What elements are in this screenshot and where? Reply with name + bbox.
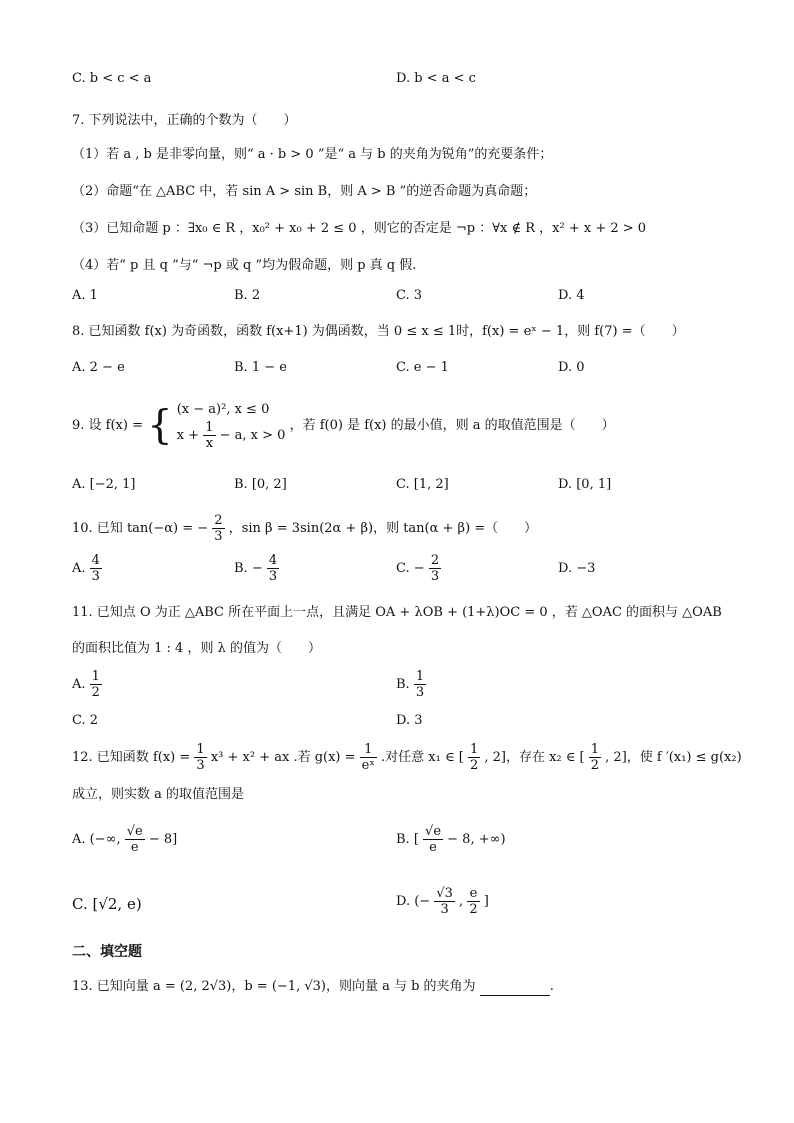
- option-fraction: [90, 553, 102, 584]
- fraction-denominator: 3: [430, 569, 440, 584]
- option-text: B. [: [396, 832, 419, 847]
- q8-option-c: C. e − 1: [396, 360, 449, 375]
- q12-text-b: x³ + x² + ax .若 g(x) =: [210, 750, 356, 765]
- option-label: C.: [396, 561, 410, 576]
- q11-option-c: C. 2: [72, 713, 99, 728]
- option-sign: −: [413, 561, 425, 576]
- q6-option-d: D. b < a < c: [396, 71, 476, 86]
- q7-option-a: A. 1: [72, 288, 98, 303]
- q9-case-2-a: x +: [176, 428, 200, 443]
- q12-option-b: [396, 822, 506, 858]
- fraction-denominator: 3: [440, 902, 449, 917]
- q7-item-2: （2）命题“在 △ABC 中，若 sin A > sin B，则 A > B ”的逆否命题为真命题；: [72, 184, 537, 199]
- option-fraction-1: [434, 886, 455, 917]
- q10-option-d: [558, 560, 595, 578]
- q9-case-1: (x − a)², x ≤ 0: [176, 402, 270, 417]
- q11-option-d: D. 3: [396, 713, 423, 728]
- q10-prefix: 10. 已知 tan(−α) = −: [72, 521, 209, 536]
- q9-case-2-b: − a, x > 0: [219, 428, 286, 443]
- q9-case-2-fraction: [203, 420, 215, 451]
- fraction-denominator: eˣ: [361, 758, 375, 773]
- fraction-numerator: √3: [436, 886, 453, 901]
- q7-item-4: （4）若“ p 且 q ”与“ ¬p 或 q ”均为假命题，则 p 真 q 假.: [72, 258, 417, 273]
- option-fraction: [414, 669, 426, 700]
- fraction-denominator: x: [205, 436, 214, 451]
- q7-option-d: D. 4: [558, 288, 585, 303]
- fraction-denominator: 3: [415, 685, 425, 700]
- q9-option-c: C. [1, 2]: [396, 477, 449, 492]
- q11-line-1: 11. 已知点 O 为正 △ABC 所在平面上一点，且满足 OA + λOB + (1+λ)OC = 0 ，若 △OAC 的面积与 △OAB: [72, 605, 722, 620]
- fraction-numerator: 2: [430, 553, 440, 568]
- option-label: B.: [396, 677, 410, 692]
- q9-case-2: [177, 420, 286, 451]
- q12-fraction-g: [360, 742, 377, 773]
- q12-line-1: [72, 740, 742, 776]
- option-text: − 8, +∞): [447, 832, 506, 847]
- fraction-denominator: 3: [214, 529, 223, 544]
- option-text: ,: [459, 894, 464, 909]
- piecewise-brace: {: [147, 402, 173, 449]
- q11-option-a: [72, 668, 102, 702]
- answer-blank[interactable]: [480, 995, 550, 996]
- q6-option-c: C. b < c < a: [72, 71, 152, 86]
- option-sign: −: [251, 561, 263, 576]
- q13-stem: [72, 978, 554, 996]
- q7-stem: 7. 下列说法中，正确的个数为（ ）: [72, 113, 297, 128]
- option-label: A.: [72, 561, 86, 576]
- fraction-denominator: 2: [91, 685, 100, 700]
- q10-option-a: [72, 552, 102, 586]
- q9-prefix: 9. 设 f(x) =: [72, 418, 143, 433]
- q7-option-c: C. 3: [396, 288, 423, 303]
- fraction-denominator: 2: [469, 902, 478, 917]
- fraction-denominator: 3: [91, 569, 100, 584]
- fraction-numerator: √e: [126, 824, 143, 839]
- option-text: D. (−: [396, 894, 431, 909]
- q9-option-d: D. [0, 1]: [558, 477, 612, 492]
- fraction-numerator: 1: [469, 742, 479, 757]
- q9-option-a: A. [−2, 1]: [72, 477, 136, 492]
- q8-stem: 8. 已知函数 f(x) 为奇函数，函数 f(x+1) 为偶函数，当 0 ≤ x ≤ 1时，f(x) = eˣ − 1，则 f(7) =（ ）: [72, 324, 685, 339]
- q8-option-b: B. 1 − e: [234, 360, 287, 375]
- fraction-numerator: 1: [415, 669, 425, 684]
- fraction-numerator: 1: [590, 742, 600, 757]
- q7-item-1: （1）若 a , b 是非零向量，则“ a · b > 0 ”是“ a 与 b 的夹角为锐角”的充要条件；: [72, 147, 553, 162]
- fraction-numerator: 2: [214, 513, 223, 528]
- q12-fraction-half-1: [468, 742, 480, 773]
- q9-stem: [72, 396, 615, 456]
- fraction-numerator: 4: [91, 553, 100, 568]
- option-fraction: [125, 824, 145, 855]
- fraction-denominator: 2: [590, 758, 600, 773]
- piecewise-cases: [177, 400, 286, 451]
- q12-fraction-half-2: [589, 742, 601, 773]
- option-fraction: [267, 553, 279, 584]
- fraction-denominator: 2: [469, 758, 479, 773]
- q8-option-a: A. 2 − e: [72, 360, 125, 375]
- q12-text-a: 12. 已知函数 f(x) =: [72, 750, 191, 765]
- q11-line-2: 的面积比值为 1 : 4 ，则 λ 的值为（ ）: [72, 641, 321, 656]
- q12-option-d: [396, 884, 489, 920]
- q12-text-c: .对任意 x₁ ∈ [: [381, 750, 464, 765]
- q10-option-c: [396, 552, 441, 586]
- q9-suffix: ，若 f(0) 是 f(x) 的最小值，则 a 的取值范围是（ ）: [289, 418, 615, 433]
- q13-text: 13. 已知向量 a = (2, 2√3)，b = (−1, √3)，则向量 a 与 b 的夹角为: [72, 979, 476, 994]
- fraction-numerator: 1: [91, 669, 100, 684]
- q8-option-d: D. 0: [558, 360, 585, 375]
- option-text: A. (−∞,: [72, 832, 121, 847]
- option-label: B.: [234, 561, 248, 576]
- q7-option-b: B. 2: [234, 288, 261, 303]
- fraction-denominator: e: [130, 840, 139, 855]
- fraction-denominator: e: [429, 840, 437, 855]
- fraction-numerator: 4: [268, 553, 278, 568]
- option-text: ]: [483, 894, 489, 909]
- option-fraction-2: [467, 886, 479, 917]
- q10-fraction: [212, 513, 224, 544]
- option-value: −3: [576, 561, 596, 576]
- q7-item-3: （3）已知命题 p ：∃x₀ ∈ R ，x₀² + x₀ + 2 ≤ 0 ，则它的否定是 ¬p ：∀x ∉ R ，x² + x + 2 > 0: [72, 221, 647, 236]
- fraction-denominator: 3: [196, 758, 205, 773]
- fraction-numerator: √e: [425, 824, 442, 839]
- q11-option-b: [396, 668, 426, 702]
- q12-option-c: C. [√2, e): [72, 895, 142, 913]
- q12-line-2: 成立，则实数 a 的取值范围是: [72, 787, 245, 802]
- q12-text-e: , 2]，使 f ′(x₁) ≤ g(x₂): [605, 750, 742, 765]
- q13-end: .: [549, 979, 554, 994]
- q10-option-b: [234, 552, 279, 586]
- q12-option-a: [72, 822, 177, 858]
- option-label: D.: [558, 561, 573, 576]
- q9-option-b: B. [0, 2]: [234, 477, 287, 492]
- fraction-numerator: 1: [360, 742, 377, 758]
- fraction-numerator: e: [467, 886, 479, 902]
- option-text: − 8]: [148, 832, 178, 847]
- q12-text-d: , 2]，存在 x₂ ∈ [: [484, 750, 585, 765]
- fraction-numerator: 1: [205, 420, 214, 435]
- option-fraction: [429, 553, 441, 584]
- fraction-numerator: 1: [196, 742, 205, 757]
- section-heading-fill-in: 二、填空题: [72, 944, 142, 960]
- q12-fraction-third: [194, 742, 206, 773]
- fraction-denominator: 3: [268, 569, 278, 584]
- option-fraction: [90, 669, 102, 700]
- q10-stem: [72, 512, 537, 546]
- q10-suffix: ，sin β = 3sin(2α + β)，则 tan(α + β) =（ ）: [228, 521, 538, 536]
- option-fraction: [423, 824, 443, 855]
- option-label: A.: [72, 677, 86, 692]
